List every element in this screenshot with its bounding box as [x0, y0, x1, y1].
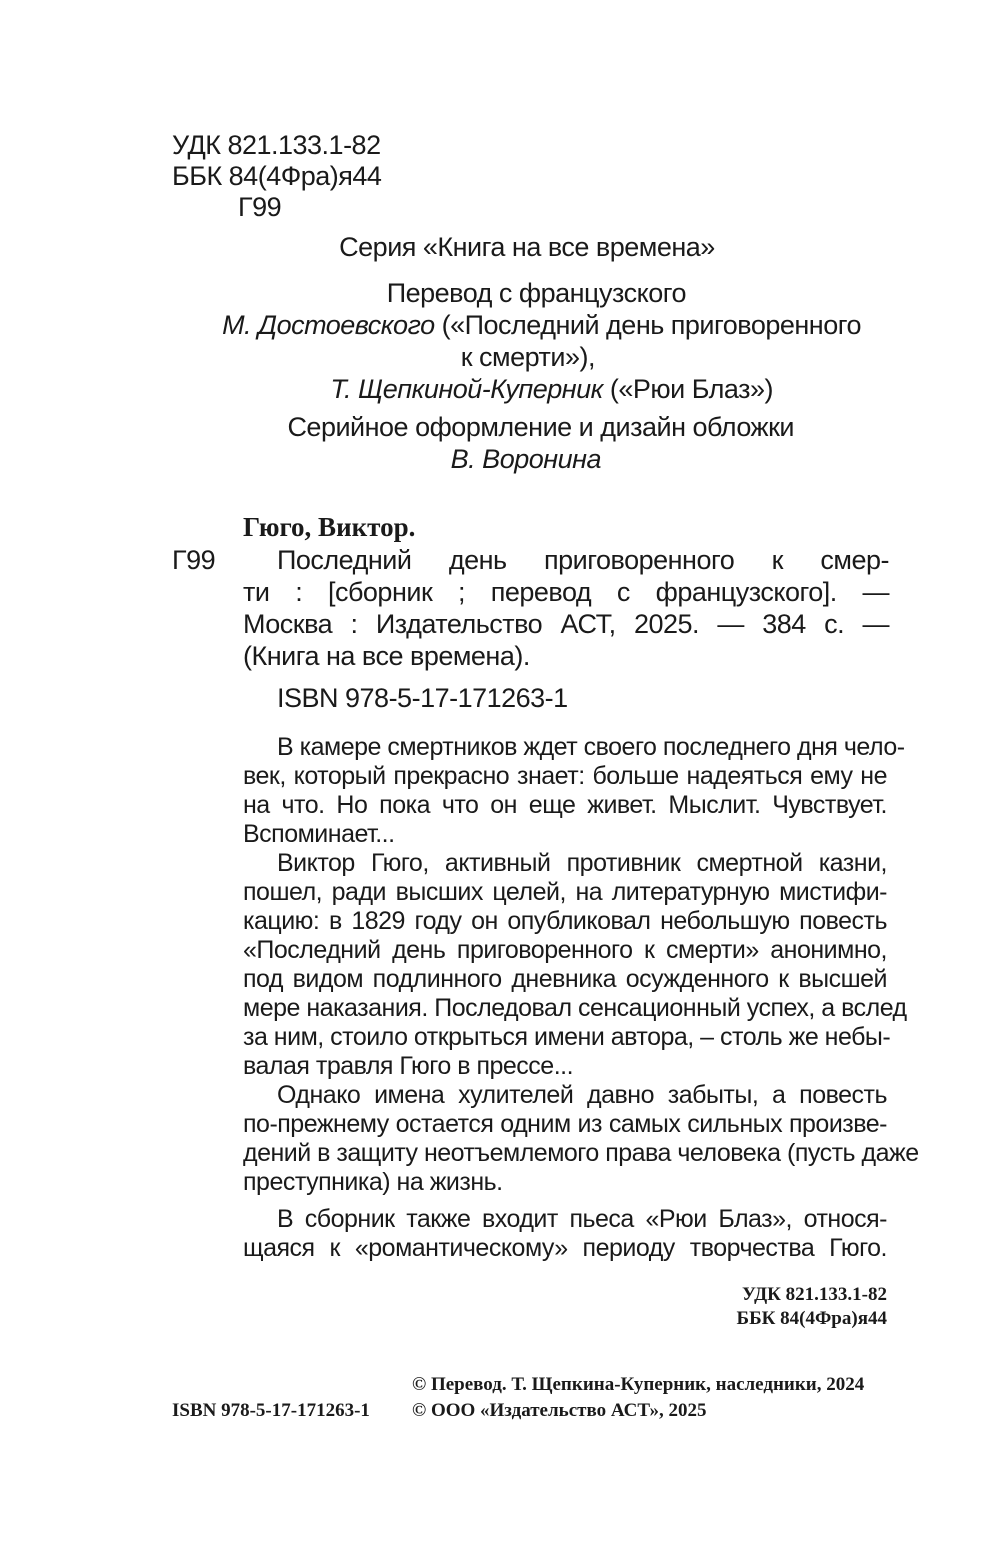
classification-udk: УДК 821.133.1-82 [742, 1284, 887, 1305]
annotation-line: на что. Но пока что он еще живет. Мыслит. Чувствует. [243, 791, 887, 819]
translation-line-2 [222, 310, 861, 341]
annotation-line: Вспоминает... [243, 820, 395, 848]
translation-line-1: Перевод с французского [386, 278, 686, 308]
annotation-line: В камере смертников ждет своего последнего дня чело- [277, 733, 905, 761]
copyright-translation: © Перевод. Т. Щепкина-Куперник, наследники, 2024 [412, 1374, 865, 1395]
entry-line-2: ти : [сборник ; перевод с французского]. — [243, 577, 889, 607]
annotation-line: мере наказания. Последовал сенсационный успех, а вслед [243, 994, 907, 1022]
copyright-publisher: © ООО «Издательство АСТ», 2025 [412, 1400, 707, 1421]
series-title: Серия «Книга на все времена» [339, 232, 715, 262]
annotation-line: век, который прекрасно знает: больше надеяться ему не [243, 762, 887, 790]
udk-code: УДК 821.133.1-82 [172, 130, 381, 160]
design-credit-line-2: В. Воронина [450, 444, 601, 474]
design-credit-line-1: Серийное оформление и дизайн обложки [287, 412, 794, 442]
bbk-code: ББК 84(4Фра)я44 [172, 161, 382, 191]
translation-line-4 [330, 374, 773, 405]
author-mark: Г99 [238, 192, 282, 222]
translation-line-3: к смерти»), [460, 342, 595, 372]
annotation-line: В сборник также входит пьеса «Рюи Блаз», относя- [277, 1205, 887, 1233]
annotation-line: Виктор Гюго, активный противник смертной казни, [277, 849, 887, 877]
annotation-line: по-прежнему остается одним из самых сильных произве- [243, 1110, 887, 1138]
annotation-line: за ним, стоило открыться имени автора, – столь же небы- [243, 1023, 891, 1051]
annotation-line: «Последний день приговоренного к смерти» анонимно, [243, 936, 887, 964]
annotation-line: дений в защиту неотъемлемого права человека (пусть даже [243, 1139, 919, 1167]
annotation-line: кацию: в 1829 году он опубликовал небольшую повесть [243, 907, 887, 935]
annotation-line: преступника) на жизнь. [243, 1168, 503, 1196]
entry-line-4: (Книга на все времена). [243, 641, 530, 671]
entry-line-3: Москва : Издательство АСТ, 2025. — 384 с. — [243, 609, 889, 639]
annotation-line: щаяся к «романтическому» периоду творчества Гюго. [243, 1234, 887, 1262]
entry-author: Гюго, Виктор. [243, 512, 416, 542]
entry-line-1: Последний день приговоренного к смер- [277, 545, 889, 575]
annotation-line: пошел, ради высших целей, на литературную мистифи- [243, 878, 887, 906]
annotation-line: под видом подлинного дневника осужденного к высшей [243, 965, 887, 993]
annotation-line: валая травля Гюго в прессе... [243, 1052, 574, 1080]
classification-bbk: ББК 84(4Фра)я44 [736, 1308, 887, 1329]
entry-isbn: ISBN 978-5-17-171263-1 [277, 683, 568, 713]
translator-shchepkina: Т. Щепкиной-Куперник [330, 374, 603, 404]
translation-work-2: («Рюи Блаз») [602, 374, 773, 404]
footer-isbn: ISBN 978-5-17-171263-1 [172, 1400, 370, 1421]
entry-mark: Г99 [172, 545, 216, 575]
annotation-line: Однако имена хулителей давно забыты, а повесть [277, 1081, 887, 1109]
translation-work-1: («Последний день приговоренного [434, 310, 861, 340]
translator-dostoevsky: М. Достоевского [222, 310, 435, 340]
